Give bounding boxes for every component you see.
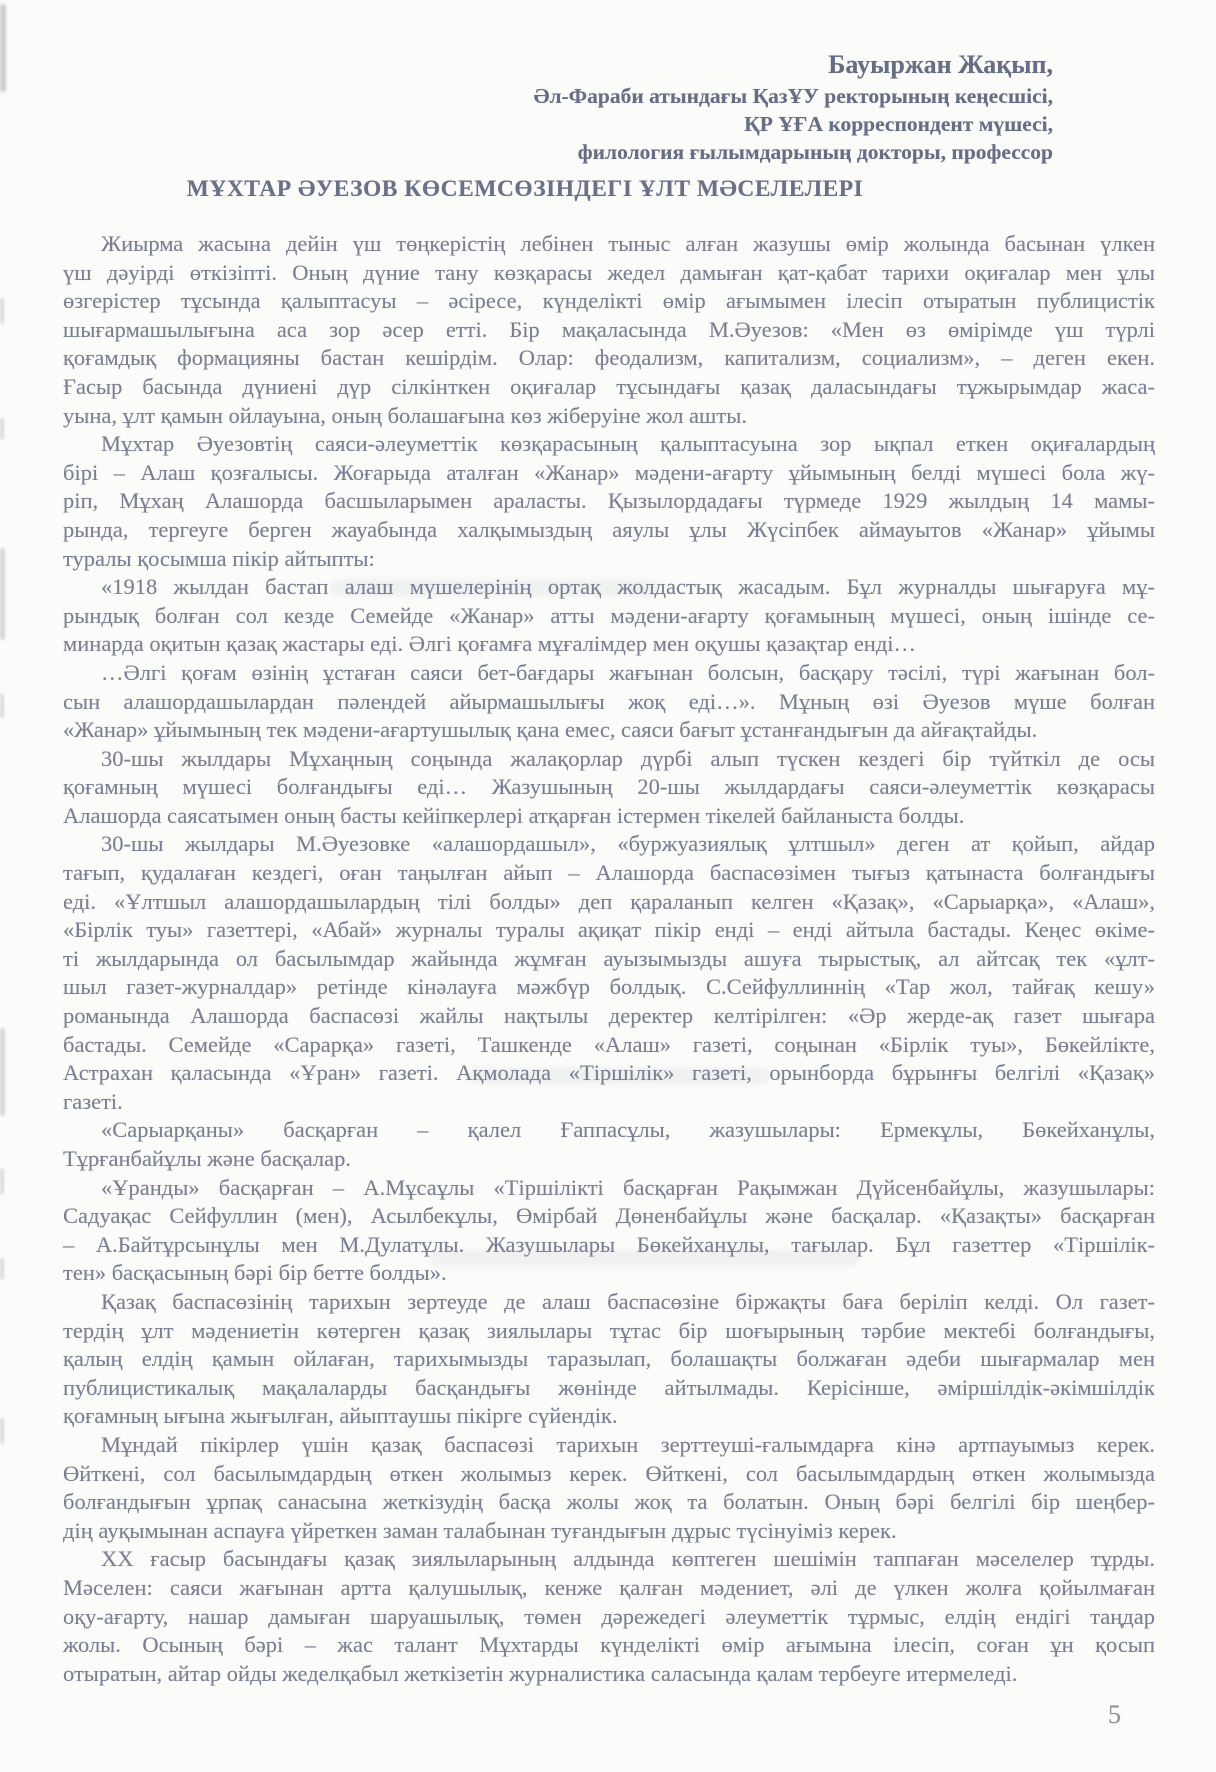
text-line: туралы қосымша пікір айтыпты: xyxy=(63,545,375,571)
scan-edge-artifact xyxy=(0,298,4,324)
text-line: – А.Байтұрсынұлы мен М.Дулатұлы. Жазушылары Бөкейханұлы, тағылар. Бұл газеттер «Тіршілік- xyxy=(63,1231,1155,1257)
text-line: Мұхтар Әуезовтің саяси-әлеуметтік көзқарасының қалыптасуына зор ықпал еткен оқиғалардың xyxy=(101,431,1155,457)
text-line: болғандығын ұрпақ санасына жеткізудің басқа жолы жоқ та болатын. Оның бәрі белгілі бір шеңбер- xyxy=(63,1489,1155,1515)
document-content xyxy=(63,48,1155,1688)
text-line: еді. «Ұлтшыл алашордашылардың тілі болды» деп қараланып келген «Қазақ», «Сарыарқа», «Алаш», xyxy=(63,888,1155,914)
text-line: бірі – Алаш қозғалысы. Жоғарыда аталған «Жанар» мәдени-ағарту ұйымының белді мүшесі бола жү- xyxy=(63,459,1155,485)
author-name: Бауыржан Жақып, xyxy=(828,50,1053,79)
text-line: жолы. Осының бәрі – жас талант Мұхтарды күнделікті өмір ағымына ілесіп, соған ұн қосып xyxy=(63,1632,1155,1658)
text-line: ХХ ғасыр басындағы қазақ зиялыларының алдында көптеген шешімін таппаған мәселелер тұрды. xyxy=(101,1546,1155,1572)
scan-edge-artifact xyxy=(0,694,4,718)
paragraph xyxy=(63,745,1155,831)
paragraph xyxy=(63,1174,1155,1288)
text-line: өзгерістер тұсында қалыптасуы – әсіресе, күнделікті өмір ағымымен ілесіп отыратын публицистік xyxy=(63,288,1155,314)
text-line: «1918 жылдан бастап алаш мүшелерінің ортақ жолдастық жасадым. Бұл журналды шығаруға мұ- xyxy=(101,574,1155,600)
author-credential: ҚР ҰҒА корреспондент мүшесі, xyxy=(744,112,1053,136)
text-line: Астрахан қаласында «Ұран» газеті. Ақмолада «Тіршілік» газеті, орынборда бұрынғы белгілі «Қазақ» xyxy=(63,1060,1155,1086)
text-line: Мұндай пікірлер үшін қазақ баспасөзі тарихын зерттеуші-ғалымдарға кінә артпауымыз керек. xyxy=(101,1431,1155,1457)
text-line: сын алашордашылардан пәлендей айырмашылығы жоқ еді…». Мұның өзі Әуезов мүше болған xyxy=(63,688,1155,714)
text-line: қалың елдің қамын ойлаған, тарихымызды таразылап, болашақты болжаған әдеби шығармалар мен xyxy=(63,1346,1155,1372)
text-line: шыл газет-журналдар» ретінде кінәлауға мәжбүр болдық. С.Сейфуллиннің «Тар жол, тайғақ кешу» xyxy=(63,974,1155,1000)
text-line: Жиырма жасына дейін үш төңкерістің лебінен тыныс алған жазушы өмір жолында басынан үлкен xyxy=(101,231,1155,256)
paragraph xyxy=(63,1288,1155,1431)
paragraph xyxy=(63,573,1155,659)
text-line: қоғамның ығына жығылған, айыптаушы пікірге сүйендік. xyxy=(63,1403,618,1429)
scan-edge-artifact xyxy=(0,1168,4,1194)
paragraph xyxy=(63,659,1155,745)
text-line: романында Алашорда баспасөзі жайлы нақтылы деректер келтірілген: «Әр жерде-ақ газет шығара xyxy=(63,1003,1155,1029)
scan-edge-artifact xyxy=(0,4,6,92)
text-line: уына, ұлт қамын ойлауына, оның болашағына көз жіберуіне жол ашты. xyxy=(63,402,747,428)
text-line: тен» басқасының бәрі бір бетте болды». xyxy=(63,1260,447,1286)
text-line: минарда оқитын қазақ жастары еді. Әлгі қоғамға мұғалімдер мен оқушы қазақтар енді… xyxy=(63,631,917,657)
text-line: «Жанар» ұйымының тек мәдени-ағартушылық қана емес, саяси бағыт ұстанғандығын да айғақтайды. xyxy=(63,717,1038,743)
scan-edge-artifact xyxy=(0,1258,4,1280)
text-line: ріп, Мұхаң Алашорда басшыларымен араласты. Қызылордадағы түрмеде 1929 жылдың 14 мамы- xyxy=(63,488,1155,514)
paragraph xyxy=(63,230,1155,430)
text-line: …Әлгі қоғам өзінің ұстаған саяси бет-бағдары жағынан болсын, басқару тәсілі, түрі жағынан бол- xyxy=(101,659,1155,685)
text-line: тағып, қудалаған кездегі, оған таңылған айып – Алашорда баспасөзімен тығыз қатынаста болғандығы xyxy=(63,860,1155,886)
page-number: 5 xyxy=(1108,1700,1121,1729)
text-line: 30-шы жылдары Мұхаңның соңында жалақорлар дүрбі алып түскен кездегі бір түйткіл де осы xyxy=(101,745,1155,771)
text-line: Алашорда саясатымен оның басты кейіпкерлері атқарған істермен тікелей байланыста болды. xyxy=(63,802,965,828)
text-line: Өйткені, сол басылымдардың өткен жолымыз керек. Өйткені, сол басылымдардың өткен жолымызда xyxy=(63,1460,1155,1486)
text-line: газеті. xyxy=(63,1088,123,1114)
text-line: рында, тергеуге берген жауабында халқымыздың аяулы ұлы Жүсіпбек аймауытов «Жанар» ұйымы xyxy=(63,516,1155,542)
text-line: үш дәуірді өткізіпті. Оның дүние тану көзқарасы жедел дамыған қат-қабат тарихи оқиғалар мен ұлы xyxy=(63,259,1155,285)
scan-edge-artifact xyxy=(0,1418,4,1444)
text-line: ті жылдарында ол басылымдар жайында жұмған ауызымызды ашуға тырыстық, ал айтсақ тек «ұлт- xyxy=(63,945,1155,971)
author-credential: Әл-Фараби атындағы ҚазҰУ ректорының кеңесшісі, xyxy=(533,84,1053,108)
paragraph xyxy=(63,1431,1155,1545)
text-line: Садуақас Сейфуллин (мен), Асылбекұлы, Өмірбай Дөненбайұлы және басқалар. «Қазақты» басқарған xyxy=(63,1203,1155,1229)
author-block xyxy=(63,48,1155,166)
text-line: 30-шы жылдары М.Әуезовке «алашордашыл», «буржуазиялық ұлтшыл» деген ат қойып, айдар xyxy=(101,831,1155,857)
author-credential: филология ғылымдарының докторы, профессор xyxy=(577,140,1053,164)
paragraph xyxy=(63,430,1155,573)
text-line: Қазақ баспасөзінің тарихын зертеуде де алаш баспасөзіне біржақты баға беріліп келді. Ол газет- xyxy=(101,1288,1155,1314)
document-body xyxy=(63,230,1155,1688)
text-line: «Ұранды» басқарған – А.Мұсаұлы «Тіршілікті басқарған Рақымжан Дүйсенбайұлы, жазушылары: xyxy=(101,1174,1155,1200)
text-line: қоғамның мүшесі болғандығы еді… Жазушының 20-шы жылдардағы саяси-әлеуметтік көзқарасы xyxy=(63,774,1155,800)
scan-edge-artifact xyxy=(0,418,4,440)
text-line: «Сарыарқаны» басқарған – қалел Ғаппасұлы, жазушылары: Ермекұлы, Бөкейханұлы, xyxy=(101,1117,1155,1143)
text-line: шығармашылығына аса зор әсер етті. Бір мақаласында М.Әуезов: «Мен өз өмірімде үш түрлі xyxy=(63,316,1155,342)
text-line: «Бірлік туы» газеттері, «Абай» журналы туралы ақиқат пікір енді – енді айтыла бастады. Кеңес өкіме- xyxy=(63,917,1155,943)
text-line: отыратын, айтар ойды жеделқабыл жеткізетін журналистика саласында қалам тербеуге итермеледі. xyxy=(63,1660,1018,1686)
paragraph xyxy=(63,1545,1155,1688)
text-line: Ғасыр басында дүниені дүр сілкінткен оқиғалар тұсындағы қазақ даласындағы тұжырымдар жаса- xyxy=(63,373,1155,399)
text-line: публицистикалық мақалаларды басқандығы жөнінде айтылмады. Керісінше, әміршілдік-әкімшілдік xyxy=(63,1374,1155,1400)
document-title: МҰХТАР ӘУЕЗОВ КӨСЕМСӨЗІНДЕГІ ҰЛТ МӘСЕЛЕЛЕРІ xyxy=(186,176,864,202)
scan-edge-artifact xyxy=(0,1028,5,1116)
text-line: бастады. Семейде «Сарарқа» газеті, Ташкенде «Алаш» газеті, соңынан «Бірлік туы», Бөкейлікте, xyxy=(63,1031,1155,1057)
paragraph xyxy=(63,830,1155,1116)
text-line: Мәселен: саяси жағынан артта қалушылық, кенже қалған мәдениет, әлі де үлкен жолға қойылмаған xyxy=(63,1574,1155,1600)
text-line: дің ауқымынан аспауға үйреткен заман талабынан туғандығын дұрыс түсінуіміз керек. xyxy=(63,1517,897,1543)
text-line: оқу-ағарту, нашар дамыған шаруашылық, төмен дәрежедегі әлеуметтік тұрмыс, елдің ендігі таңдар xyxy=(63,1603,1155,1629)
text-line: қоғамдық формацияны бастан кешірдім. Олар: феодализм, капитализм, социализм», – деген екен. xyxy=(63,345,1155,371)
text-line: рындық болған сол кезде Семейде «Жанар» атты мәдени-ағарту қоғамының мүшесі, оның ішінде се- xyxy=(63,602,1155,628)
text-line: Тұрғанбайұлы және басқалар. xyxy=(63,1146,352,1171)
paragraph xyxy=(63,1116,1155,1173)
scan-edge-artifact xyxy=(0,548,5,640)
text-line: тердің ұлт мәдениетін көтерген қазақ зиялылары тұтас бір шоғырының тәрбие мектебі болғандығы, xyxy=(63,1317,1155,1343)
